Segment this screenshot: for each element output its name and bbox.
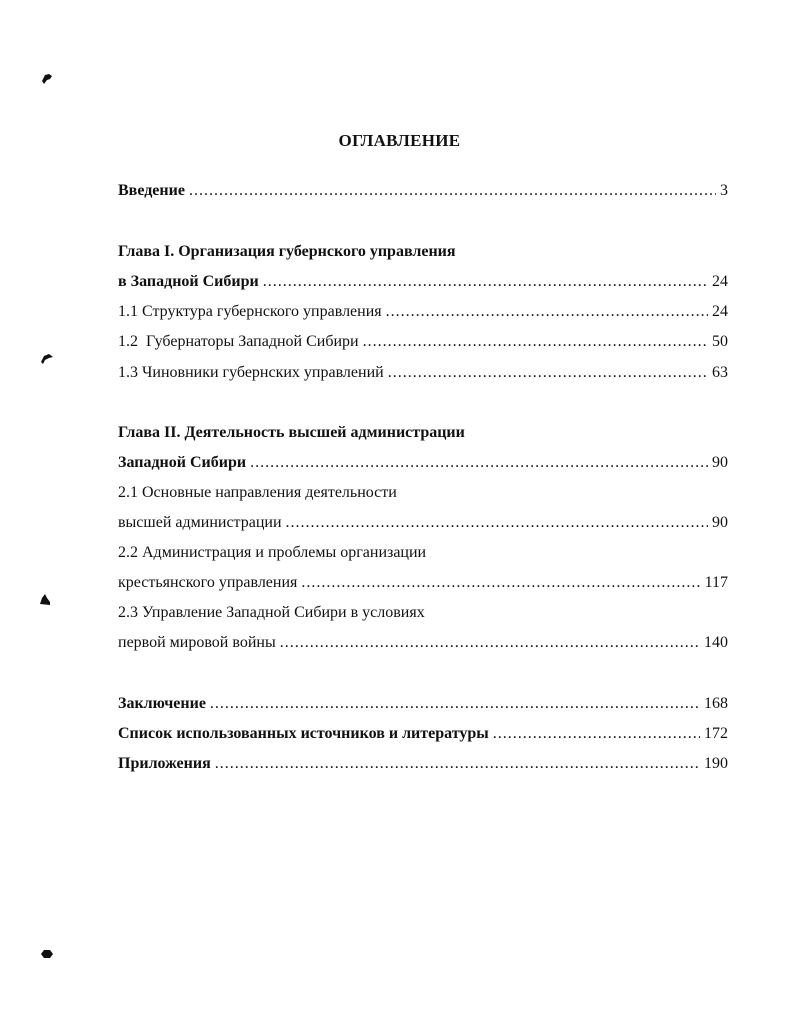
toc-entry-label: в Западной Сибири: [118, 273, 259, 290]
toc-entry-section-2-2[interactable]: [118, 573, 728, 593]
dot-leader: [215, 754, 700, 774]
toc-entry-label: Введение: [118, 182, 185, 199]
toc-entry-section-2-1[interactable]: [118, 513, 728, 533]
toc-entry-section-1-1[interactable]: [118, 302, 728, 322]
toc-entry-label: первой мировой войны: [118, 634, 276, 651]
ink-blot-icon: [38, 593, 52, 605]
dot-leader: [286, 513, 708, 533]
toc-entry-introduction[interactable]: [118, 181, 728, 201]
section-heading[interactable]: 2.3 Управление Западной Сибири в условиях: [118, 604, 425, 621]
toc-entry-label: Список использованных источников и литературы: [118, 725, 489, 742]
toc-entry-chapter-1[interactable]: [118, 272, 728, 292]
toc-entry-label: крестьянского управления: [118, 574, 298, 591]
ink-blot-icon: [40, 948, 54, 960]
dot-leader: [263, 272, 708, 292]
section-heading[interactable]: 2.1 Основные направления деятельности: [118, 484, 397, 501]
toc-entry-page: 90: [712, 454, 728, 471]
toc-entry-page: 168: [704, 695, 728, 712]
toc-entry-label: Заключение: [118, 695, 206, 712]
ink-blot-icon: [40, 72, 54, 84]
toc-entry-chapter-2[interactable]: [118, 453, 728, 473]
toc-entry-page: 117: [704, 574, 728, 591]
dot-leader: [210, 694, 700, 714]
dot-leader: [388, 363, 708, 383]
section-heading[interactable]: 2.2 Администрация и проблемы организации: [118, 544, 427, 561]
dot-leader: [301, 573, 700, 593]
dot-leader: [386, 302, 708, 322]
dot-leader: [189, 181, 716, 201]
toc-entry-section-1-3[interactable]: [118, 363, 728, 383]
dot-leader: [250, 453, 708, 473]
toc-entry-label: 1.2 Губернаторы Западной Сибири: [118, 333, 359, 350]
toc-entry-page: 24: [712, 273, 728, 290]
toc-entry-appendices[interactable]: [118, 754, 728, 774]
toc-entry-label: Западной Сибири: [118, 454, 247, 471]
toc-entry-conclusion[interactable]: [118, 694, 728, 714]
toc-entry-section-2-3[interactable]: [118, 633, 728, 653]
toc-entry-label: высшей администрации: [118, 514, 282, 531]
toc-entry-page: 24: [712, 303, 728, 320]
toc-entry-section-1-2[interactable]: [118, 332, 728, 352]
chapter-heading[interactable]: Глава II. Деятельность высшей администрации: [118, 424, 465, 441]
toc-entry-page: 140: [704, 634, 728, 651]
toc-entry-label: 1.3 Чиновники губернских управлений: [118, 364, 384, 381]
toc-entry-page: 63: [712, 364, 728, 381]
toc-entry-bibliography[interactable]: [118, 724, 728, 744]
dot-leader: [363, 332, 708, 352]
toc-entry-page: 190: [704, 755, 728, 772]
dot-leader: [280, 633, 700, 653]
toc-entry-page: 50: [712, 333, 728, 350]
page-title: ОГЛАВЛЕНИЕ: [338, 131, 461, 150]
toc-entry-page: 90: [712, 514, 728, 531]
toc-entry-label: 1.1 Структура губернского управления: [118, 303, 382, 320]
toc-entry-page: 3: [720, 182, 728, 199]
toc-entry-label: Приложения: [118, 755, 211, 772]
chapter-heading[interactable]: Глава I. Организация губернского управления: [118, 243, 456, 260]
ink-blot-icon: [40, 352, 54, 364]
dot-leader: [493, 724, 700, 744]
toc-entry-page: 172: [704, 725, 728, 742]
